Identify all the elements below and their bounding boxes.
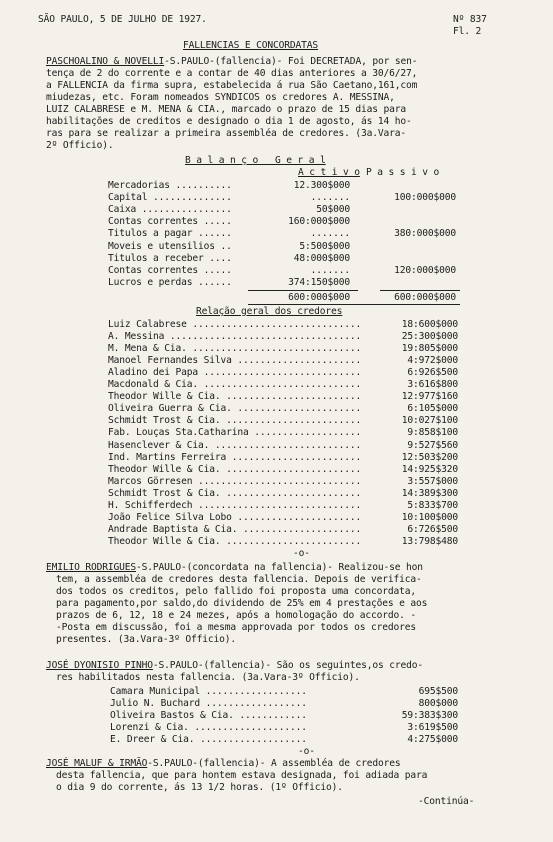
credor-value: 10:027$100: [401, 415, 458, 427]
credor-name: Manoel Fernandes Silva ......................: [108, 355, 362, 367]
credor-name: Theodor Wille & Cia. ........................: [108, 535, 362, 547]
balanco-label: Mercadorias ..........: [108, 180, 232, 191]
continua-footer: -Continúa-: [418, 796, 475, 807]
credor-name: E. Dreer & Cia. ...................: [110, 734, 307, 745]
separator: -o-: [293, 548, 310, 559]
credor-value: 19:805$000: [401, 343, 458, 355]
credores-title: Relação geral dos credores: [196, 306, 343, 317]
dateline: SÃO PAULO, 5 DE JULHO DE 1927.: [38, 14, 207, 25]
activo-header: A c t i v o: [298, 167, 360, 178]
bulletin-number: Nº 837: [453, 14, 487, 25]
credor-name: Aladino dei Papa ............................: [108, 367, 362, 379]
credor-value: 3:557$000: [407, 475, 458, 487]
balanco-label: Moveis e utensilios ..: [108, 240, 232, 252]
credor-value: 14:925$320: [401, 463, 458, 475]
credor-name: Andrade Baptista & Cia. .....................: [108, 523, 362, 535]
credor-value: 13:798$480: [401, 535, 458, 547]
activo-rule: [248, 290, 358, 291]
entry-lead: JOSÉ MALUF & IRMÃO: [46, 758, 148, 769]
activo-value: .......: [310, 264, 350, 276]
balanco-title: B a l a n ç o G e r a l: [185, 155, 326, 166]
entry-line: a FALLENCIA da firma supra, estabelecida á rua São Caetano,161,com: [46, 80, 418, 91]
credor-value: 5:833$700: [407, 499, 458, 511]
credor-name: Theodor Wille & Cia. ........................: [108, 391, 362, 403]
balanco-label: Contas correntes .....: [108, 216, 232, 228]
entry-line: presentes. (3a.Vara-3º Officio).: [56, 634, 237, 645]
credor-name: Fab. Louças Sta.Catharina ...................: [108, 427, 362, 439]
passivo-total: 600:000$000: [394, 292, 456, 303]
entry-line: 2º Officio).: [46, 140, 114, 151]
credor-name: Hasenclever & Cia. ..........................: [108, 439, 362, 451]
entry-line: tença de 2 do corrente e a contar de 40 dias anteriores a 30/6/27,: [46, 68, 418, 79]
totals-double-rule: [248, 304, 460, 305]
credor-name: Theodor Wille & Cia. ........................: [108, 463, 362, 475]
balanco-label: Caixa ................: [108, 204, 232, 216]
credor-value: 59:383$300: [401, 710, 458, 721]
credor-name: Schmidt Trost & Cia. ........................: [108, 415, 362, 427]
credor-value: 12:977$160: [401, 391, 458, 403]
credor-value: 9:527$560: [407, 439, 458, 451]
page-number: Fl. 2: [453, 26, 482, 37]
entry-lead: JOSÉ DYONISIO PINHO: [46, 660, 153, 671]
credor-value: 800$000: [418, 698, 458, 709]
credor-name: Marcos Görresen .............................: [108, 475, 362, 487]
passivo-header: P a s s i v o: [366, 167, 440, 178]
balanco-label: Contas correntes .....: [108, 264, 232, 276]
credor-name: H. Schifferdech .............................: [108, 499, 362, 511]
activo-value: 50$000: [316, 204, 350, 216]
passivo-value: 100:000$000: [394, 192, 456, 204]
balanco-label: Lucros e perdas ......: [108, 276, 232, 288]
entry-jose-maluf-first-line: [46, 758, 400, 770]
credor-value: 4:972$000: [407, 355, 458, 367]
activo-value: 5:500$000: [299, 240, 350, 252]
activo-value: .......: [310, 228, 350, 240]
entry-line: -S.PAULO-(fallencia)- São os seguintes,os credo-: [152, 660, 423, 671]
activo-value: 374:150$000: [288, 276, 350, 288]
entry-line: -S.PAULO-(concordata na fallencia)- Realizou-se hon: [136, 562, 423, 573]
entry-lead: EMILIO RODRIGUES: [46, 562, 137, 573]
credor-name: Camara Municipal ..................: [110, 686, 307, 697]
entry-line: prazos de 6, 12, 18 e 24 mezes, após a homologação do accordo. -: [56, 610, 417, 621]
credor-value: 12:503$200: [401, 451, 458, 463]
entry-line: LUIZ CALABRESE e M. MENA & CIA., marcado o prazo de 15 dias para: [46, 104, 407, 115]
credor-name: Julio N. Buchard ..................: [110, 698, 307, 709]
credor-value: 14:389$300: [401, 487, 458, 499]
activo-value: 160:000$000: [288, 216, 350, 228]
passivo-value: 380:000$000: [394, 228, 456, 240]
credor-value: 695$500: [418, 686, 458, 697]
entry-line: tem, a assembléa de credores desta fallencia. Depois de verifica-: [56, 574, 422, 585]
entry-line: ras para se realizar a primeira assembléa de credores. (3a.Vara-: [46, 128, 407, 139]
credor-value: 9:858$100: [407, 427, 458, 439]
passivo-value: 120:000$000: [394, 264, 456, 276]
activo-value: 12.300$000: [293, 180, 350, 191]
credor-name: Lorenzi & Cia. ....................: [110, 722, 307, 733]
entry-jose-dyonisio-first-line: [46, 660, 423, 672]
balanco-label: Titulos a pagar ......: [108, 228, 232, 240]
credor-value: 18:600$000: [401, 319, 458, 330]
entry-emilio-first-line: [46, 562, 423, 574]
credor-name: Schmidt Trost & Cia. ........................: [108, 487, 362, 499]
credor-name: M. Mena & Cia. ..............................: [108, 343, 362, 355]
credor-value: 6:105$000: [407, 403, 458, 415]
separator: -o-: [298, 746, 315, 757]
activo-value: 48:000$000: [293, 252, 350, 264]
entry-line: habilitações de creditos e designado o dia 1 de agosto, ás 14 ho-: [46, 116, 412, 127]
entry-line: para pagamento,por saldo,do dividendo de 25% em 4 prestações e aos: [56, 598, 428, 609]
credor-value: 6:926$500: [407, 367, 458, 379]
credor-value: 25:300$000: [401, 331, 458, 343]
credor-name: Oliveira Bastos & Cia. ............: [110, 710, 307, 721]
balanco-label: Capital ..............: [108, 192, 232, 204]
passivo-rule: [380, 290, 460, 291]
entry-line: o dia 9 do corrente, ás 13 1/2 horas. (1º Officio).: [56, 782, 343, 793]
credor-value: 10:100$000: [401, 511, 458, 523]
credor-name: Ind. Martins Ferreira .......................: [108, 451, 362, 463]
activo-total: 600:000$000: [288, 292, 350, 303]
entry-line: dos todos os creditos, pelo fallido foi proposta uma concordata,: [56, 586, 417, 597]
credor-value: 6:726$500: [407, 523, 458, 535]
entry-line: res habilitados nesta fallencia. (3a.Vara-3º Officio).: [56, 672, 360, 683]
credor-value: 3:619$500: [407, 722, 458, 733]
credor-name: Luiz Calabrese ..............................: [108, 319, 362, 330]
section-title: FALLENCIAS E CONCORDATAS: [183, 40, 319, 51]
balanco-label: Titulos a receber ....: [108, 252, 232, 264]
credor-name: João Felice Silva Lobo ......................: [108, 511, 362, 523]
entry-line: miudezas, etc. Foram nomeados SYNDICOS os credores A. MESSINA,: [46, 92, 395, 103]
entry-lead: PASCHOALINO & NOVELLI: [46, 56, 165, 67]
entry-paschoalino-first-line: [46, 56, 417, 68]
credor-name: Macdonald & Cia. ............................: [108, 379, 362, 391]
entry-line: -S.PAULO-(fallencia)- A assembléa de credores: [147, 758, 401, 769]
credor-name: Oliveira Guerra & Cia. ......................: [108, 403, 362, 415]
entry-line: -Posta em discussão, foi a mesma approvada por todos os credores: [56, 622, 417, 633]
credor-value: 3:616$800: [407, 379, 458, 391]
activo-value: .......: [310, 192, 350, 204]
credor-value: 4:275$000: [407, 734, 458, 745]
entry-line: -S.PAULO-(fallencia)- Foi DECRETADA, por sen-: [164, 56, 418, 67]
credor-name: A. Messina ..................................: [108, 331, 362, 343]
entry-line: desta fallencia, que para hontem estava designada, foi adiada para: [56, 770, 428, 781]
